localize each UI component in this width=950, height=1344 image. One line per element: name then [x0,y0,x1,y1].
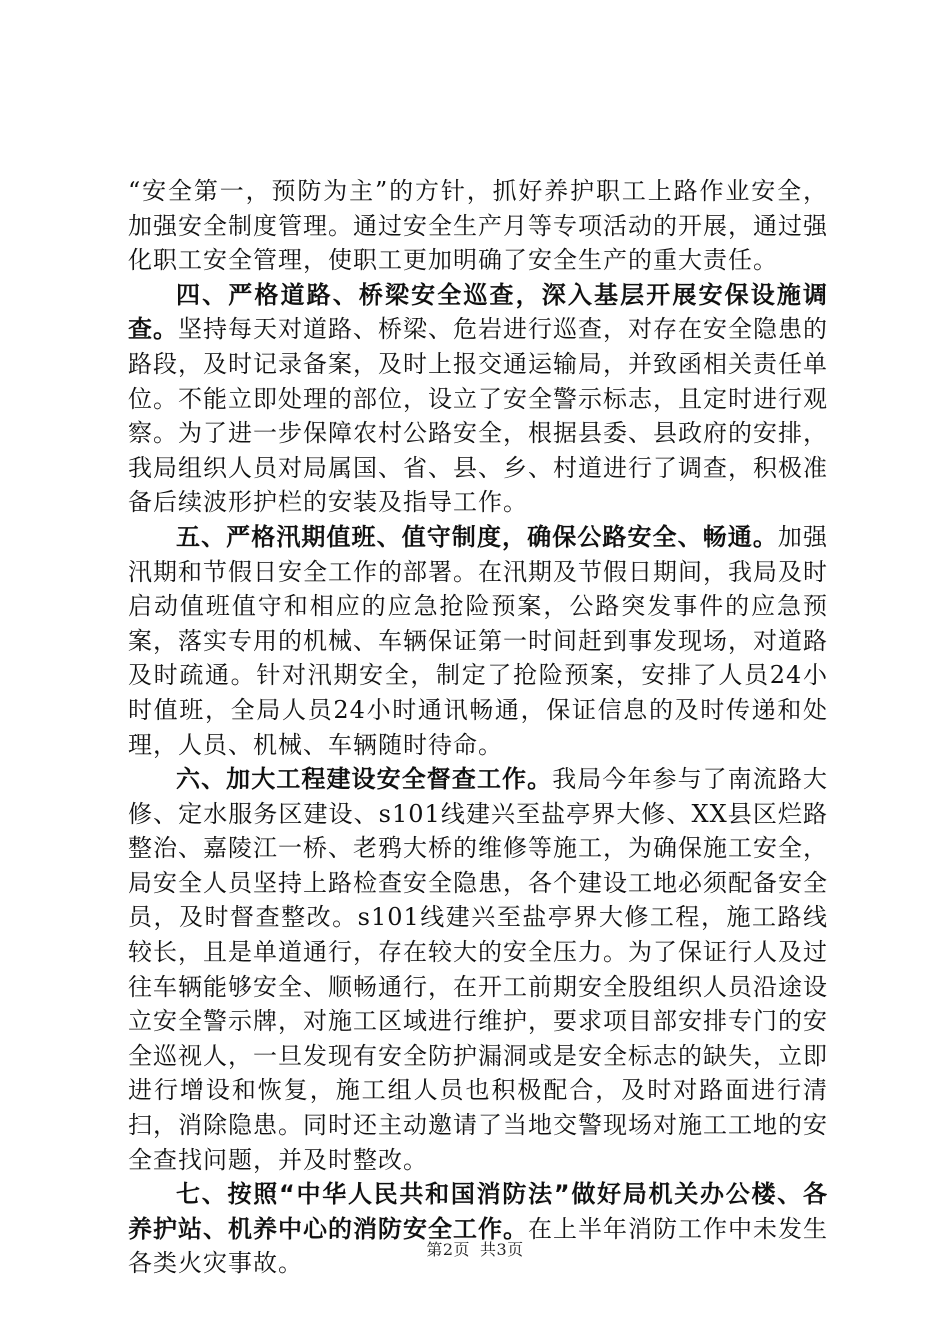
page-total: 共3页 [480,1240,524,1259]
paragraph-section-5 [128,520,828,762]
section-heading: 六、加大工程建设安全督查工作。 [176,765,553,794]
section-heading: 四、严格道路、桥梁安全巡查，深入基层开展安保设施调查。 [128,280,828,344]
page-number: 第2页 [426,1240,470,1259]
paragraph-section-4 [128,278,828,520]
section-heading: 七、按照“中华人民共和国消防法”做好局机关办公楼、各养护站、机养中心的消防安全工作。 [128,1180,828,1243]
paragraph-body: 加强汛期和节假日安全工作的部署。在汛期及节假日期间，我局及时启动值班值守和相应的应急抢险预案，公路突发事件的应急预案，落实专用的机械、车辆保证第一时间赶到事发现场，对道路及时疏通。针对汛期安全，制定了抢险预案，安排了人员24小时值班，全局人员24小时通讯畅通，保证信息的及时传递和处理，人员、机械、车辆随时待命。 [128,522,829,759]
paragraph-body: 我局今年参与了南流路大修、定水服务区建设、s101线建兴至盐亭界大修、XX县区烂路整治、嘉陵江一桥、老鸦大桥的维修等施工，为确保施工安全，局安全人员坚持上路检查安全隐患，各个建设工地必须配备安全员，及时督查整改。s101线建兴至盐亭界大修工程，施工路线较长，且是单道通行，存在较大的安全压力。为了保证行人及过往车辆能够安全、顺畅通行，在开工前期安全股组织人员沿途设立安全警示牌，对施工区域进行维护，要求项目部安排专门的安全巡视人，一旦发现有安全防护漏洞或是安全标志的缺失，立即进行增设和恢复，施工组人员也积极配合，及时对路面进行清扫，消除隐患。同时还主动邀请了当地交警现场对施工工地的安全查找问题，并及时整改。 [128,765,829,1174]
paragraph-section-7 [128,1177,828,1281]
paragraph-body: “安全第一，预防为主”的方针，抓好养护职工上路作业安全，加强安全制度管理。通过安全生产月等专项活动的开展，通过强化职工安全管理，使职工更加明确了安全生产的重大责任。 [128,177,828,275]
paragraph-section-6 [128,762,828,1177]
document-body [128,174,828,1281]
paragraph-body: 坚持每天对道路、桥梁、危岩进行巡查，对存在安全隐患的路段，及时记录备案，及时上报交通运输局，并致函相关责任单位。不能立即处理的部位，设立了安全警示标志，且定时进行观察。为了进一步保障农村公路安全，根据县委、县政府的安排，我局组织人员对局属国、省、县、乡、村道进行了调查，积极准备后续波形护栏的安装及指导工作。 [128,315,828,517]
page-footer [0,1240,950,1260]
section-heading: 五、严格汛期值班、值守制度，确保公路安全、畅通。 [176,522,778,551]
paragraph-continuation [128,174,828,278]
paragraph-body: 在上半年消防工作中未发生各类火灾事故。 [128,1214,828,1278]
